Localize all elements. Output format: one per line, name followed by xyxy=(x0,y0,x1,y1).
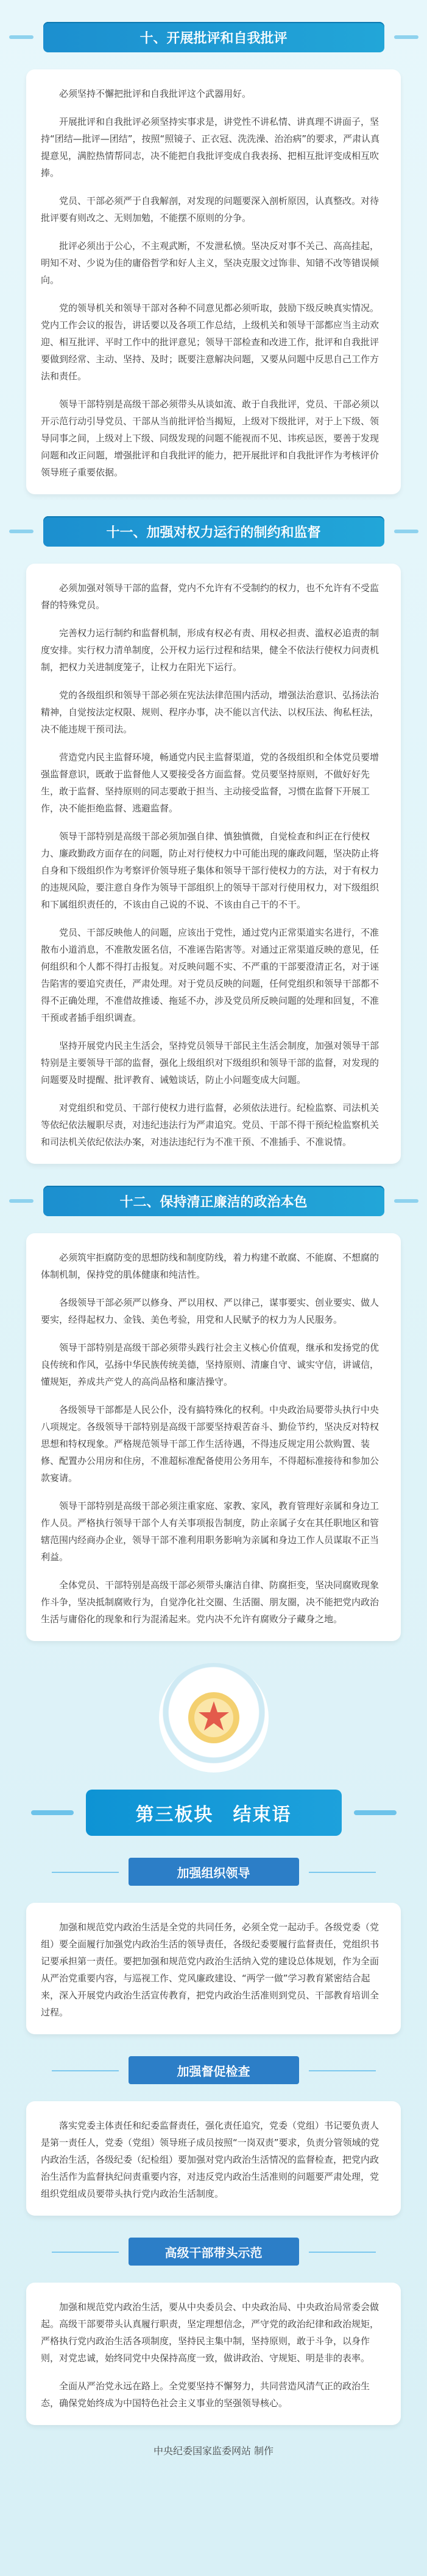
paragraph: 领导干部特别是高级干部必须注重家庭、家教、家风，教育管理好亲属和身边工作人员。严格执行领导干部个人有关事项报告制度，防止亲属子女在其任职地区和管辖范围内经商办企业，领导干部不准利用职务影响为亲属和身边工作人员谋取不正当利益。 xyxy=(41,1500,379,1563)
section-ten xyxy=(0,0,427,494)
closing-supervision xyxy=(0,2034,427,2216)
paragraph: 领导干部特别是高级干部必须加强自律、慎独慎微，自觉检查和纠正在行使权力、廉政勤政方面存在的问题，防止对行使权力中可能出现的廉政问题，坚决防止将自身和下级组织作为考察评价领导班子集体和领导干部行使权力的方法，对于有权力的违规风险，要注意自身作为领导干部组织上的领导干部对行使用权力，对下级组织和下属组织责任的，不该由自己说的不说、不该由自己干的不干。 xyxy=(41,831,379,910)
paragraph: 落实党委主体责任和纪委监督责任，强化责任追究，党委（党组）书记要负责人是第一责任人，党委（党组）领导班子成员按照“一岗双责”要求，负责分管领域的党内政治生活，各级纪委（纪检组）要加强对党内政治生活情况的监督检查，把党内政治生活作为监督执纪问责重要内容，对违反党内政治生活准则的问题要严肃处理，党组织党组成员要带头执行党内政治生活制度。 xyxy=(41,2120,379,2199)
paragraph: 营造党内民主监督环境，畅通党内民主监督渠道，党的各级组织和全体党员要增强监督意识，既敢于监督他人又要接受各方面监督。党员要坚持原则，不做好好先生，敢于监督、坚持原则的同志要敢于担当、主动接受监督，习惯在监督下开展工作，决不能拒绝监督、逃避监督。 xyxy=(41,752,379,814)
closing-title: 加强组织领导 xyxy=(129,1858,299,1886)
paragraph: 全体党员、干部特别是高级干部必须带头廉洁自律、防腐拒变，坚决同腐败现象作斗争，坚决抵制腐败行为，自觉净化社交圈、生活圈、朋友圈，决不能把党内政治生活与庸俗化的现象和行为混淆起来。党内决不允许有腐败分子藏身之地。 xyxy=(41,1580,379,1625)
section-eleven xyxy=(0,494,427,1164)
paragraph: 党的各级组织和领导干部必须在宪法法律范围内活动，增强法治意识、弘扬法治精神，自觉按法定权限、规则、程序办事，决不能以言代法、以权压法、徇私枉法，决不能违规干预司法。 xyxy=(41,690,379,735)
paragraph: 党员、干部反映他人的问题，应该出于党性，通过党内正常渠道实名进行，不准散布小道消息，不准散发匿名信，不准诬告陷害等。对通过正常渠道反映的意见，任何组织和个人都不得打击报复。对反映问题不实、不严重的干部要澄清正名，对于诬告陷害的要追究责任，严肃处理。对于党员反映的问题，任何党组织和领导干部都不得不正确处理，不准借故推诿、拖延不办，涉及党员所反映问题的处理和回复，不准干预或者插手组织调查。 xyxy=(41,927,379,1023)
closing-card xyxy=(26,1903,401,2034)
paragraph: 加强和规范党内政治生活是全党的共同任务，必须全党一起动手。各级党委（党组）要全面履行加强党内政治生活的领导责任，各级纪委要履行监督责任，党组织书记要承担第一责任。要把加强和规范党内政治生活纳入党的建设总体规划，作为全面从严治党重要内容，与巡视工作、党风廉政建设、“两学一做”学习教育紧密结合起来，深入开展党内政治生活宣传教育，把党内政治生活准则到党员、干部教育培训全过程。 xyxy=(41,1922,379,2018)
paragraph: 全面从严治党永远在路上。全党要坚持不懈努力，共同营造风清气正的政治生态，确保党始终成为中国特色社会主义事业的坚强领导核心。 xyxy=(41,2381,370,2409)
paragraph: 党的领导机关和领导干部对各种不同意见都必须听取，鼓励下级反映真实情况。党内工作会议的报告，讲话要以及各项工作总结，上级机关和领导干部都应当主动欢迎、相互批评、平时工作中的批评意见；领导干部检查和改进工作，批评和自我批评要做到经常、主动、坚持、及时；既要注意解决问题，又要从问题中反思自己工作方法和责任。 xyxy=(41,303,379,382)
paragraph: 领导干部特别是高级干部必须带头践行社会主义核心价值观，继承和发扬党的优良传统和作风，弘扬中华民族传统美德，坚持原则、清廉自守、诚实守信，讲诚信，懂规矩，养成共产党人的高尚品格和廉洁操守。 xyxy=(41,1342,379,1387)
section-title: 十一、加强对权力运行的制约和监督 xyxy=(43,516,384,547)
section-card xyxy=(26,564,401,1164)
paragraph: 加强和规范党内政治生活，要从中央委员会、中央政治局、中央政治局常委会做起。高级干部要带头认真履行职责，坚定理想信念，严守党的政治纪律和政治规矩，严格执行党内政治生活各项制度，坚持民主集中制，坚持原则，敢于斗争，以身作则，对党忠诚，始终同党中央保持高度一致，做讲政治、守规矩、明是非的表率。 xyxy=(41,2301,379,2364)
paragraph: 批评必须出于公心，不主观武断，不发泄私愤。坚决反对事不关己、高高挂起，明知不对、少说为佳的庸俗哲学和好人主义，坚决克服文过饰非、知错不改等错误倾向。 xyxy=(41,240,379,285)
closing-title: 加强督促检查 xyxy=(129,2056,299,2084)
closing-card xyxy=(26,2101,401,2216)
section-title: 十二、保持清正廉洁的政治本色 xyxy=(43,1186,384,1216)
paragraph: 必须坚持不懈把批评和自我批评这个武器用好。 xyxy=(59,88,252,99)
paragraph: 党员、干部必须严于自我解剖，对发现的问题要深入剖析原因，认真整改。对待批评要有则改之、无则加勉，不能摆不原则的分争。 xyxy=(41,195,379,223)
paragraph: 必须筑牢拒腐防变的思想防线和制度防线，着力构建不敢腐、不能腐、不想腐的体制机制，保持党的肌体健康和纯洁性。 xyxy=(41,1252,379,1280)
section-card xyxy=(26,69,401,494)
closing-organization xyxy=(0,1836,427,2034)
chapter-title: 第三板块 结束语 xyxy=(86,1790,342,1836)
footer-credit: 中央纪委国家监委网站 制作 xyxy=(153,2445,274,2457)
paragraph: 各级领导干部必须严以修身、严以用权、严以律己，谋事要实、创业要实、做人要实，经得起权力、金钱、美色考验，用党和人民赋予的权力为人民服务。 xyxy=(41,1297,379,1325)
paragraph: 必须加强对领导干部的监督，党内不允许有不受制约的权力，也不允许有不受监督的特殊党员。 xyxy=(41,583,379,611)
section-card xyxy=(26,1233,401,1641)
paragraph: 对党组织和党员、干部行使权力进行监督，必须依法进行。纪检监察、司法机关等依纪依法履职尽责，对违纪违法行为严肃追究。党员、干部不得干预纪检监察机关和司法机关依纪依法办案，对违法违纪行为不准干预、不准插手、不准说情。 xyxy=(41,1102,379,1147)
paragraph: 各级领导干部都是人民公仆，没有搞特殊化的权利。中央政治局要带头执行中央八项规定。各级领导干部特别是高级干部要坚持艰苦奋斗、勤俭节约，坚决反对特权思想和特权现象。严格规范领导干部工作生活待遇，不得违反规定用公款购置、装修、配置办公用房和住房，不准超标准配备使用公务用车，不得超标准接待和参加公款宴请。 xyxy=(41,1404,379,1483)
paragraph: 领导干部特别是高级干部必须带头从谈如流、敢于自我批评，党员、干部必须以开示范行动引导党员、干部从当前批评恰当揭短，上级对下级批评，对于上下级、领导同事之间，上级对上下级、同级发现的问题不能视而不见、讳疾忌医，要善于发现问题和改正问题，增强批评和自我批评的能力，把开展批评和自我批评作为考核评价领导班子重要依据。 xyxy=(41,399,379,478)
closing-leadership xyxy=(0,2216,427,2425)
paragraph: 完善权力运行制约和监督机制，形成有权必有责、用权必担责、滥权必追责的制度安排。实行权力清单制度，公开权力运行过程和结果，健全不依法行使权力问责机制，把权力关进制度笼子，让权力在阳光下运行。 xyxy=(41,628,379,673)
paragraph: 坚持开展党内民主生活会，坚持党员领导干部民主生活会制度，加强对领导干部特别是主要领导干部的监督，强化上级组织对下级组织和领导干部的监督，对发现的问题要及时提醒、批评教育、诫勉谈话，防止小问题变成大问题。 xyxy=(41,1040,379,1085)
section-title: 十、开展批评和自我批评 xyxy=(43,22,384,52)
emblem-icon xyxy=(159,1663,269,1773)
chapter-header xyxy=(0,1641,427,1836)
closing-title: 高级干部带头示范 xyxy=(129,2238,299,2266)
paragraph: 开展批评和自我批评必须坚持实事求是，讲党性不讲私情、讲真理不讲面子，坚持“团结—批评—团结”，按照“照镜子、正衣冠、洗洗澡、治治病”的要求，严肃认真提意见，满腔热情帮同志，决不能把自我批评变成自我表扬、把相互批评变成相互吹捧。 xyxy=(41,116,380,178)
section-twelve xyxy=(0,1164,427,1641)
closing-card xyxy=(26,2283,401,2425)
